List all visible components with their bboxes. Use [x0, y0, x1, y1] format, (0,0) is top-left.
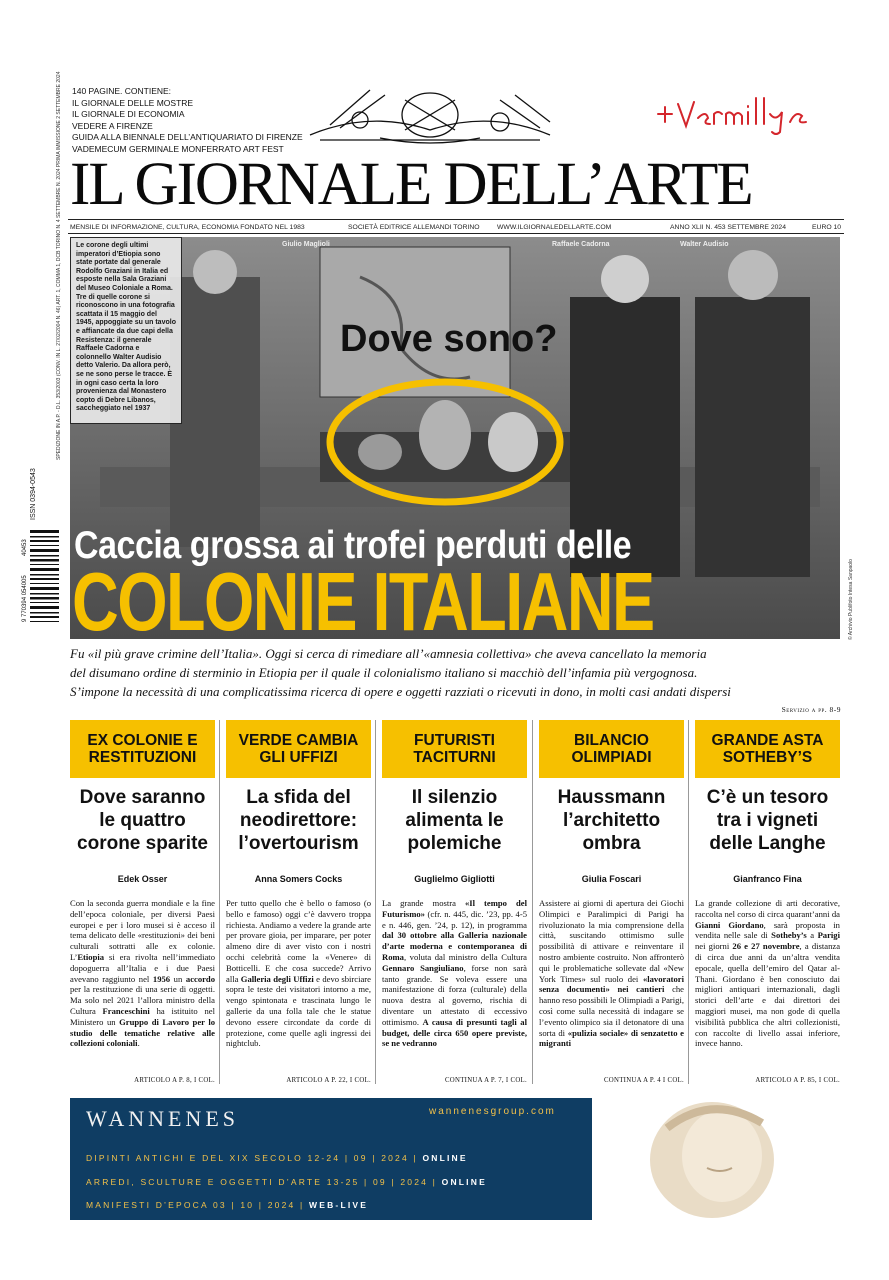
article-continue-link[interactable]: ARTICOLO A P. 8, I COL. [134, 1077, 215, 1084]
ad-auction-line [86, 1153, 468, 1163]
ad-brand: WANNENES [86, 1106, 239, 1131]
barcode-top-digits: 40453 [22, 539, 28, 556]
article-body: Assistere ai giorni di apertura dei Giochi Olimpici e Paralimpici di Parigi ha rivoluzionato la mia comprensione della città, suscitando ottimismo sulle possibilità di attivare e reinventare il nostro ambiente costruito. Non affronterò qui le problematiche sollevate dal «New York Times» sul ruolo dei «lavoratori senza documenti» nei cantieri che hanno reso possibili le Olimpiadi a Parigi, così come sulla necessità di indagare se l’evento olimpico sia il detonatore di una sorta di «pulizia sociale» di senzatetto e migranti [539, 898, 685, 1049]
column-divider [219, 720, 220, 1084]
contents-line: IL GIORNALE DELLE MOSTRE [72, 97, 194, 108]
photo-label-maglioli: Giulio Maglioli [282, 241, 330, 248]
ad-auction-line [86, 1200, 368, 1210]
article-tag: FUTURISTI TACITURNI [382, 720, 527, 778]
photo-caption: Le corone degli ultimi imperatori d’Etiopia sono state portate dal generale Rodolfo Graziani in Italia ed esposte nella Sala Graziani del Museo Coloniale a Roma. Tre di quelle corone si riconoscono in una fotografia scattata il 15 maggio del 1945, appoggiate su un tavolo e affiancate da due capi della Resistenza: il generale Raffaele Cadorna e colonnello Walter Audisio detto Valerio. Da allora però, se ne sono perse le tracce. È in ogni caso certa la loro provenienza dal Monastero copto di Debre Libanos, saccheggiato nel 1937 [70, 237, 182, 424]
article-tag: GRANDE ASTA SOTHEBY’S [695, 720, 840, 778]
photo-label-audisio: Walter Audisio [680, 241, 729, 248]
article-continue-link[interactable]: CONTINUA A P. 4 I COL. [603, 1077, 684, 1084]
lead-line: Fu «il più grave crimine dell’Italia». Oggi si cerca di rimediare all’«amnesia collettiva» che aveva cancellato la memoria [70, 646, 707, 661]
ad-auction-text: MANIFESTI D’EPOCA 03 | 10 | 2024 | [86, 1200, 305, 1210]
issn-text: ISSN 0394-0543 [30, 468, 37, 520]
barcode-icon [28, 470, 61, 630]
column-divider [688, 720, 689, 1084]
article-headline[interactable]: Il silenzio alimenta le polemiche [405, 787, 504, 854]
info-description: MENSILE DI INFORMAZIONE, CULTURA, ECONOMIA FONDATO NEL 1983 [70, 224, 305, 231]
article-column [226, 720, 371, 1084]
headline-top: Caccia grossa ai trofei perduti delle [74, 524, 632, 567]
contents-note [72, 86, 303, 155]
masthead-emblem-icon [300, 80, 560, 150]
info-website[interactable]: WWW.ILGIORNALEDELLARTE.COM [497, 224, 612, 231]
ad-auction-mode: WEB-LIVE [309, 1200, 369, 1210]
contents-line: 140 PAGINE. CONTIENE: [72, 86, 172, 96]
contents-line: VEDERE A FIRENZE [72, 120, 153, 131]
article-tag: BILANCIO OLIMPIADI [539, 720, 684, 778]
ad-auction-mode: ONLINE [422, 1153, 468, 1163]
wannenes-advertisement[interactable] [70, 1098, 840, 1220]
column-divider [532, 720, 533, 1084]
article-body: La grande collezione di arti decorative, raccolta nel corso di circa quarant’anni da Gianni Giordano, sarà proposta in vendita nelle sale di Sotheby’s a Parigi nei giorni 26 e 27 novembre, a distanza di circa due anni da un’altra vendita epocale, quella dell’emiro del Qatar al-Thani. Giordano è ben conosciuto dai migliori antiquari internazionali, dagli storici dell’arte e dai direttori dei maggiori musei, ma non gode di quella visibilità pubblica che altri collezionisti, con raccolte di livello assai inferiore, invece hanno. [695, 898, 841, 1049]
article-body: La grande mostra «Il tempo del Futurismo» (cfr. n. 445, dic. ’23, pp. 4-5 e n. 446, gen. ’24, p. 12), in programma dal 30 ottobre alla Galleria nazionale d’arte moderna e contemporanea di Roma, voluta dal ministro della Cultura Gennaro Sangiuliano, forse non sarà tanto grande. Se voleva essere una manifestazione di forza (culturale) della nuova destra al governo, rischia di diventare un attestato di eccessivo ottimismo. A causa di presunti tagli al budget, delle circa 650 opere previste, se ne vedranno [382, 898, 528, 1049]
article-author: Edek Osser [117, 874, 168, 884]
barcode-digits: 9 770394 054005 [22, 575, 28, 622]
ad-auction-line [86, 1177, 487, 1187]
photo-label-cadorna: Raffaele Cadorna [552, 241, 610, 248]
info-issue: ANNO XLII N. 453 SETTEMBRE 2024 [670, 224, 786, 231]
contents-line: GUIDA ALLA BIENNALE DELL’ANTIQUARIATO DI FIRENZE [72, 132, 303, 142]
article-continue-link[interactable]: ARTICOLO A P. 85, I COL. [755, 1077, 840, 1084]
article-headline[interactable]: C’è un tesoro tra i vigneti delle Langhe [706, 787, 829, 854]
lead-line: S’impone la necessità di una complicatissima ricerca di opere e oggetti razziati o ricevuti in dono, in molti casi andati dispersi [70, 684, 731, 699]
article-continue-link[interactable]: ARTICOLO A P. 22, I COL. [286, 1077, 371, 1084]
ad-url[interactable]: wannenesgroup.com [429, 1106, 556, 1117]
article-author: Anna Somers Cocks [254, 874, 343, 884]
headline-main: COLONIE ITALIANE [72, 555, 654, 648]
article-column [382, 720, 528, 1084]
article-body: Per tutto quello che è bello o famoso (o bello e famoso) oggi c’è davvero troppa richiesta. Andiamo a vedere la grande arte per provare gioia, per imparare, per poter almeno dire di aver visto con i nostri occhi celebrità come la «Venere» di Botticelli. E che cosa succede? Arrivo alla Galleria degli Uffizi e devo sbirciare sopra le teste dei visitatori intorno a me, vengo spintonata e trascinata lungo le gallerie da una folla tale che le statue devono essere circondate da corde di protezione, come quelle agli ingressi dei nightclub. [226, 898, 371, 1049]
photo-credit: © Archivio Publifoto Intesa Sanpaolo [848, 559, 854, 640]
article-tag: VERDE CAMBIA GLI UFFIZI [226, 720, 371, 778]
ad-auction-text: ARREDI, SCULTURE E OGGETTI D’ARTE 13-25 | 09 | 2024 | [86, 1177, 438, 1187]
info-price: EURO 10 [812, 224, 842, 231]
article-column [695, 720, 841, 1084]
postal-code-text: SPEDIZIONE IN A.P. - D.L. 353/2003 (CONV. IN L. 27/02/2004 N. 46) ART. 1, COMMA 1, DCB TORINO N. 4 SETTEMBRE N. 2024 PRIMA IMMISSIONE 2 SETTEMBRE 2024 [56, 71, 62, 460]
article-body: Con la seconda guerra mondiale e la fine dell’epoca coloniale, per diversi Paesi europei e per i loro musei si è acceso il tema delicato delle «restituzioni» dei beni culturali sottratti alle ex colonie. L’Etiopia si era rivolta nell’immediato dopoguerra all’Italia e i due Paesi avevano raggiunto nel 1956 un accordo per la restituzione di una serie di oggetti. Ma solo nel 2021 l’allora ministro della Cultura Franceschini ha istituito nel Ministero un Gruppo di Lavoro per lo studio delle tematiche relative alle collezioni coloniali. [70, 898, 216, 1049]
info-publisher: SOCIETÀ EDITRICE ALLEMANDI TORINO [348, 224, 480, 231]
contents-line: IL GIORNALE DI ECONOMIA [72, 109, 185, 119]
servizio-reference[interactable]: Servizio a pp. 8-9 [781, 705, 841, 714]
article-continue-link[interactable]: CONTINUA A P. 7, I COL. [444, 1077, 527, 1084]
article-author: Gianfranco Fina [733, 874, 802, 884]
article-column [539, 720, 685, 1084]
article-headline[interactable]: La sfida del neodirettore: l’overtourism [238, 787, 359, 854]
contents-line: VADEMECUM GERMINALE MONFERRATO ART FEST [72, 143, 284, 154]
lead-line: del disumano ordine di sterminio in Etiopia per il quale il colonialismo italiano si macchiò dell’infamia più vergognosa. [70, 665, 698, 680]
column-divider [375, 720, 376, 1084]
article-author: Guglielmo Gigliotti [414, 874, 495, 884]
sculpture-bust-icon [592, 1098, 840, 1220]
article-headline[interactable]: Dove saranno le quattro corone sparite [77, 787, 208, 854]
ad-auction-mode: ONLINE [441, 1177, 487, 1187]
overlay-question: Dove sono? [340, 318, 558, 360]
ad-auction-text: DIPINTI ANTICHI E DEL XIX SECOLO 12-24 | 09 | 2024 | [86, 1153, 418, 1163]
article-column [70, 720, 216, 1084]
masthead-rule [68, 219, 844, 220]
masthead-title: IL GIORNALE DELL’ARTE [70, 151, 752, 218]
article-tag: EX COLONIE E RESTITUZIONI [70, 720, 215, 778]
info-rule [68, 233, 844, 234]
article-headline[interactable]: Haussmann l’architetto ombra [557, 787, 666, 854]
article-author: Giulia Foscari [581, 874, 642, 884]
handwritten-signature-icon [650, 92, 825, 137]
